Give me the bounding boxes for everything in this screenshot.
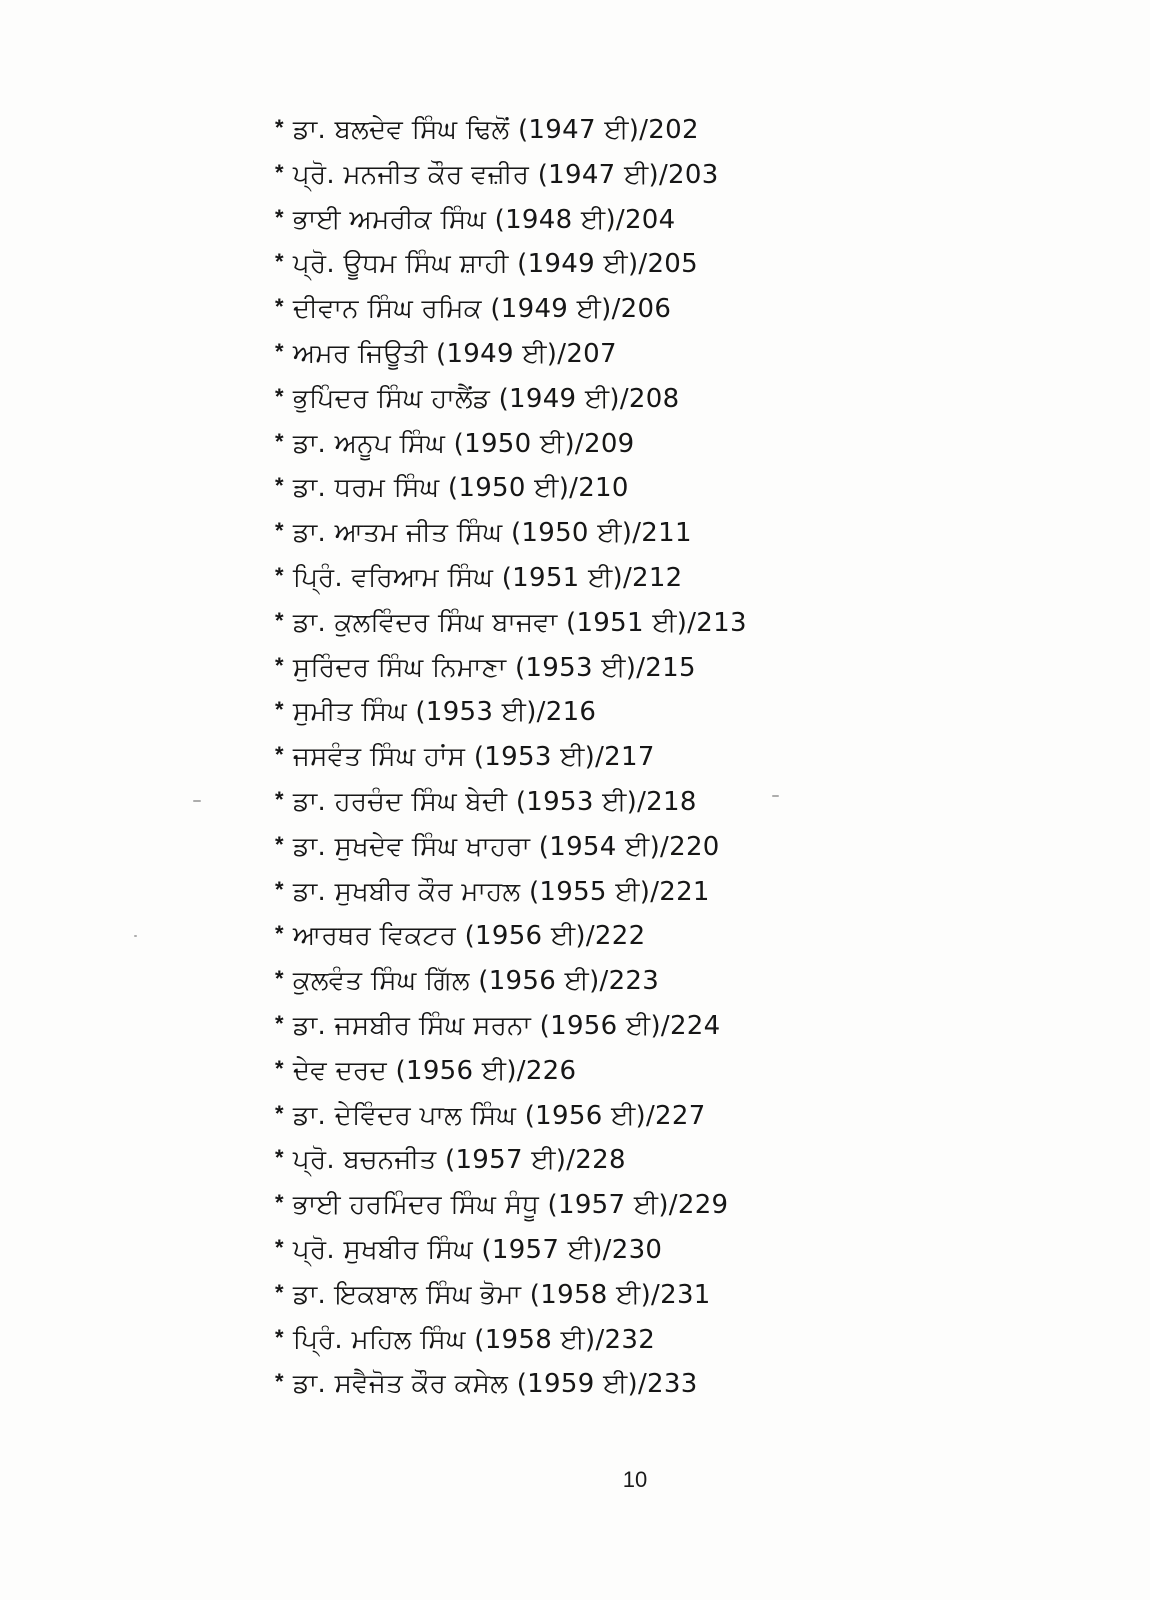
list-item (275, 1183, 1095, 1228)
list-item (275, 601, 1095, 646)
bullet-asterisk: * (275, 1055, 284, 1081)
entry-text: ਜਸਵੰਤ ਸਿੰਘ ਹਾਂਸ (1953 ਈ)/217 (292, 742, 655, 773)
entry-text: ਡਾ. ਅਨੂਪ ਸਿੰਘ (1950 ਈ)/209 (292, 428, 635, 459)
entry-text: ਪ੍ਰੋ. ਮਨਜੀਤ ਕੌਰ ਵਜ਼ੀਰ (1947 ਈ)/203 (292, 159, 719, 190)
bullet-asterisk: * (275, 115, 284, 140)
bullet-asterisk: * (275, 786, 284, 812)
list-item (275, 735, 1095, 780)
bullet-asterisk: * (275, 428, 284, 454)
bullet-asterisk: * (275, 159, 284, 185)
bullet-asterisk: * (275, 1324, 284, 1350)
list-item (275, 870, 1095, 915)
entry-text: ਅਮਰ ਜਿਊਤੀ (1949 ਈ)/207 (292, 338, 617, 369)
entry-text: ਪ੍ਰਿੰ. ਵਰਿਆਮ ਸਿੰਘ (1951 ਈ)/212 (292, 562, 683, 593)
entry-text: ਭਾਈ ਅਮਰੀਕ ਸਿੰਘ (1948 ਈ)/204 (292, 204, 676, 235)
bullet-asterisk: * (275, 249, 284, 275)
bullet-asterisk: * (275, 1010, 284, 1036)
entry-text: ਡਾ. ਇਕਬਾਲ ਸਿੰਘ ਭੋਮਾ (1958 ਈ)/231 (292, 1279, 711, 1310)
list-item (275, 422, 1095, 467)
list-item (275, 108, 1095, 153)
entry-text: ਕੁਲਵੰਤ ਸਿੰਘ ਗਿੱਲ (1956 ਈ)/223 (292, 966, 660, 997)
page-number: 10 (622, 1467, 648, 1492)
scan-speck (134, 935, 137, 937)
entry-text: ਆਰਥਰ ਵਿਕਟਰ (1956 ਈ)/222 (292, 921, 646, 952)
bullet-asterisk: * (275, 966, 284, 992)
list-item (275, 377, 1095, 422)
list-item (275, 242, 1095, 287)
bullet-asterisk: * (275, 1279, 284, 1305)
entry-text: ਸੁਮੀਤ ਸਿੰਘ (1953 ਈ)/216 (292, 697, 597, 728)
list-item (275, 1362, 1095, 1407)
entry-text: ਭੁਪਿੰਦਰ ਸਿੰਘ ਹਾਲੈਂਡ (1949 ਈ)/208 (292, 383, 680, 414)
list-item (275, 332, 1095, 377)
entry-text: ਭਾਈ ਹਰਮਿੰਦਰ ਸਿੰਘ ਸੰਧੂ (1957 ਈ)/229 (292, 1190, 729, 1221)
list-item (275, 780, 1095, 825)
bullet-asterisk: * (275, 1234, 284, 1260)
list-item (275, 287, 1095, 332)
entry-text: ਸੁਰਿੰਦਰ ਸਿੰਘ ਨਿਮਾਣਾ (1953 ਈ)/215 (292, 652, 696, 683)
entry-text: ਡਾ. ਆਤਮ ਜੀਤ ਸਿੰਘ (1950 ਈ)/211 (292, 518, 692, 549)
entry-text: ਡਾ. ਸਵੈਜੋਤ ਕੌਰ ਕਸੇਲ (1959 ਈ)/233 (292, 1369, 698, 1400)
list-item (275, 1318, 1095, 1363)
list-item (275, 153, 1095, 198)
bullet-asterisk: * (275, 383, 284, 409)
entry-text: ਪ੍ਰੋ. ਊਧਮ ਸਿੰਘ ਸ਼ਾਹੀ (1949 ਈ)/205 (292, 249, 698, 280)
bullet-asterisk: * (275, 607, 284, 633)
list-item (275, 914, 1095, 959)
bullet-asterisk: * (275, 1369, 284, 1395)
entry-text: ਡਾ. ਸੁਖਬੀਰ ਕੌਰ ਮਾਹਲ (1955 ਈ)/221 (292, 876, 710, 907)
list-item (275, 1004, 1095, 1049)
list-item (275, 1049, 1095, 1094)
entry-text: ਪ੍ਰੋ. ਸੁਖਬੀਰ ਸਿੰਘ (1957 ਈ)/230 (292, 1234, 663, 1265)
list-item (275, 1138, 1095, 1183)
bullet-asterisk: * (275, 921, 284, 947)
entry-text: ਦੀਵਾਨ ਸਿੰਘ ਰਮਿਕ (1949 ਈ)/206 (292, 294, 672, 325)
list-item (275, 1228, 1095, 1273)
bullet-asterisk: * (275, 697, 284, 723)
bullet-asterisk: * (275, 518, 284, 544)
entry-text: ਦੇਵ ਦਰਦ (1956 ਈ)/226 (292, 1055, 577, 1086)
scan-speck (772, 795, 779, 797)
entry-text: ਡਾ. ਬਲਦੇਵ ਸਿੰਘ ਢਿਲੋਂ (1947 ਈ)/202 (292, 115, 699, 145)
entry-text: ਡਾ. ਕੁਲਵਿੰਦਰ ਸਿੰਘ ਬਾਜਵਾ (1951 ਈ)/213 (292, 607, 747, 638)
list-item (275, 959, 1095, 1004)
list-item (275, 825, 1095, 870)
list-item (275, 511, 1095, 556)
list-item (275, 466, 1095, 511)
entry-text: ਡਾ. ਦੇਵਿੰਦਰ ਪਾਲ ਸਿੰਘ (1956 ਈ)/227 (292, 1100, 706, 1131)
bullet-asterisk: * (275, 204, 284, 230)
entry-text: ਪ੍ਰੋ. ਬਚਨਜੀਤ (1957 ਈ)/228 (292, 1145, 626, 1176)
bullet-asterisk: * (275, 338, 284, 364)
entry-text: ਡਾ. ਧਰਮ ਸਿੰਘ (1950 ਈ)/210 (292, 473, 629, 504)
bullet-asterisk: * (275, 1145, 284, 1171)
bullet-asterisk: * (275, 562, 284, 588)
bullet-asterisk: * (275, 1190, 284, 1216)
list-item (275, 1094, 1095, 1139)
bullet-asterisk: * (275, 742, 284, 768)
list-item (275, 690, 1095, 735)
entry-text: ਪ੍ਰਿੰ. ਮਹਿਲ ਸਿੰਘ (1958 ਈ)/232 (292, 1324, 656, 1355)
entry-text: ਡਾ. ਹਰਚੰਦ ਸਿੰਘ ਬੇਦੀ (1953 ਈ)/218 (292, 786, 697, 817)
list-item (275, 198, 1095, 243)
bullet-asterisk: * (275, 876, 284, 902)
bullet-asterisk: * (275, 652, 284, 678)
bullet-asterisk: * (275, 294, 284, 320)
list-item (275, 1273, 1095, 1318)
entry-text: ਡਾ. ਸੁਖਦੇਵ ਸਿੰਘ ਖਾਹਰਾ (1954 ਈ)/220 (292, 831, 720, 862)
entry-text: ਡਾ. ਜਸਬੀਰ ਸਿੰਘ ਸਰਨਾ (1956 ਈ)/224 (292, 1010, 721, 1041)
bullet-asterisk: * (275, 473, 284, 499)
list-item (275, 556, 1095, 601)
bullet-asterisk: * (275, 1100, 284, 1126)
scan-speck (193, 800, 201, 802)
entry-list (275, 108, 1095, 1407)
bullet-asterisk: * (275, 831, 284, 857)
list-item (275, 646, 1095, 691)
